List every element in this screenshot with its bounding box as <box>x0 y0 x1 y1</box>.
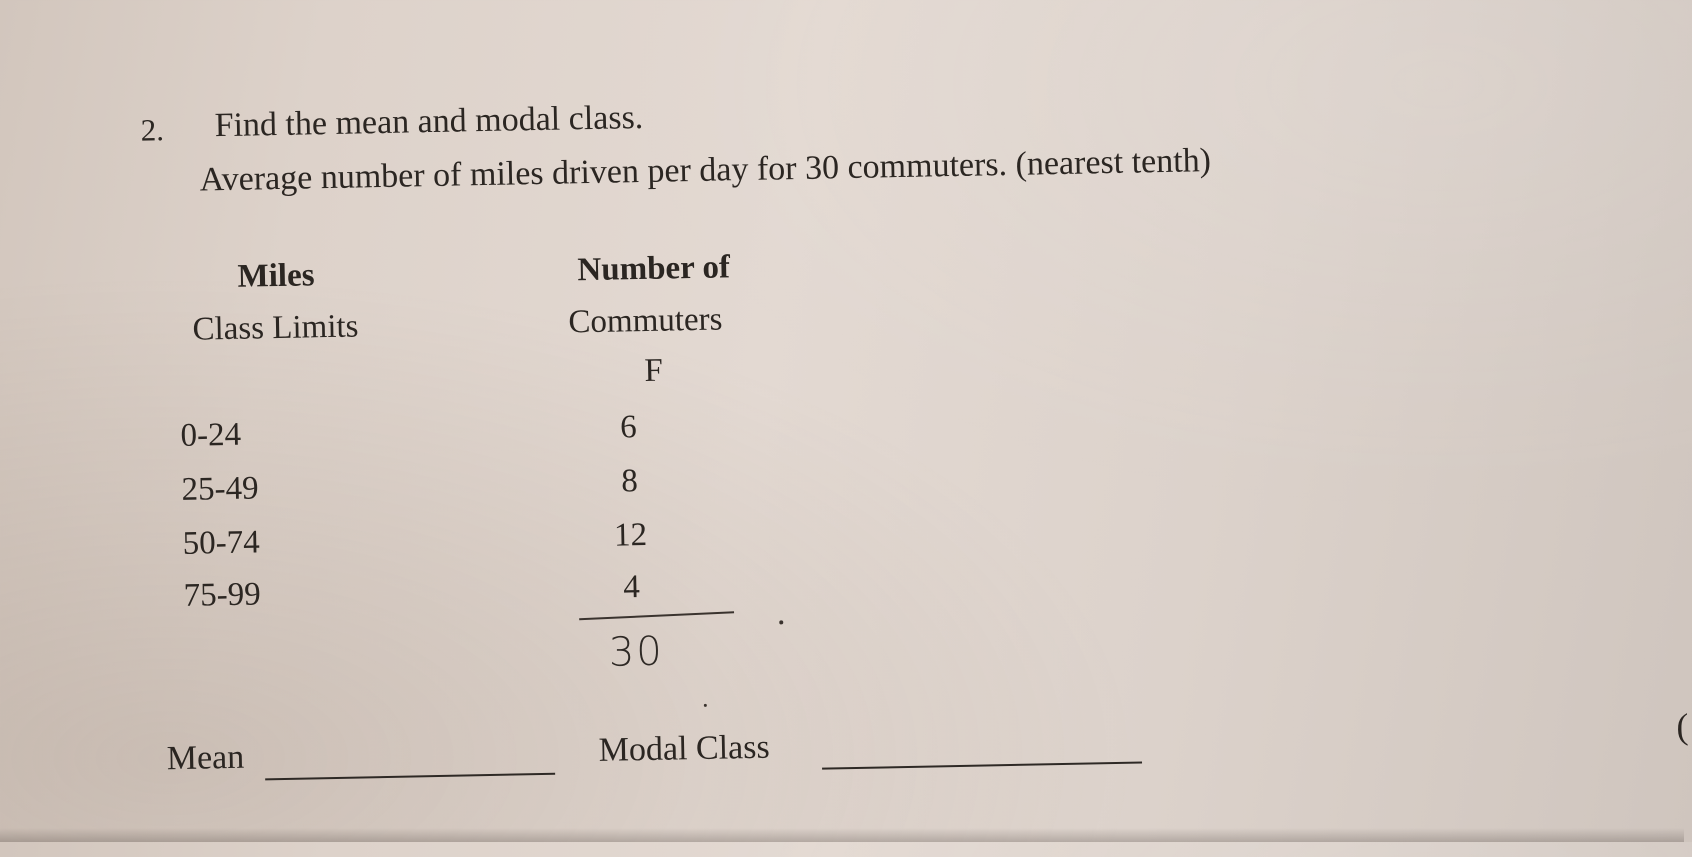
modal-class-answer-blank[interactable] <box>822 762 1142 770</box>
mean-label: Mean <box>166 738 245 778</box>
mean-answer-blank[interactable] <box>265 773 555 781</box>
frequency-symbol: F <box>644 352 664 389</box>
next-question-edge <box>0 828 1684 842</box>
frequency-cell: 6 <box>619 409 638 446</box>
miles-header: Miles <box>237 257 315 295</box>
frequency-cell: 12 <box>613 516 648 554</box>
frequency-cell: 8 <box>620 463 639 500</box>
pencil-dot <box>704 704 707 707</box>
class-limits-header: Class Limits <box>192 308 359 348</box>
commuters-header: Commuters <box>568 301 723 341</box>
class-limits-cell: 75-99 <box>183 576 261 614</box>
number-of-header: Number of <box>577 249 731 289</box>
frequency-cell: 4 <box>622 569 641 606</box>
question-subtitle: Average number of miles driven per day for 30 commuters. (nearest tenth) <box>199 142 1212 199</box>
pencil-dot <box>779 620 783 624</box>
cut-off-parenthesis: ( <box>1676 706 1689 747</box>
class-limits-cell: 25-49 <box>181 470 259 508</box>
question-number: 2. <box>140 112 165 148</box>
class-limits-cell: 0-24 <box>180 416 242 454</box>
handwritten-total-line <box>579 611 734 620</box>
class-limits-cell: 50-74 <box>182 524 260 562</box>
handwritten-total: 30 <box>608 628 665 676</box>
question-title: Find the mean and modal class. <box>214 98 644 145</box>
modal-class-label: Modal Class <box>598 728 770 769</box>
